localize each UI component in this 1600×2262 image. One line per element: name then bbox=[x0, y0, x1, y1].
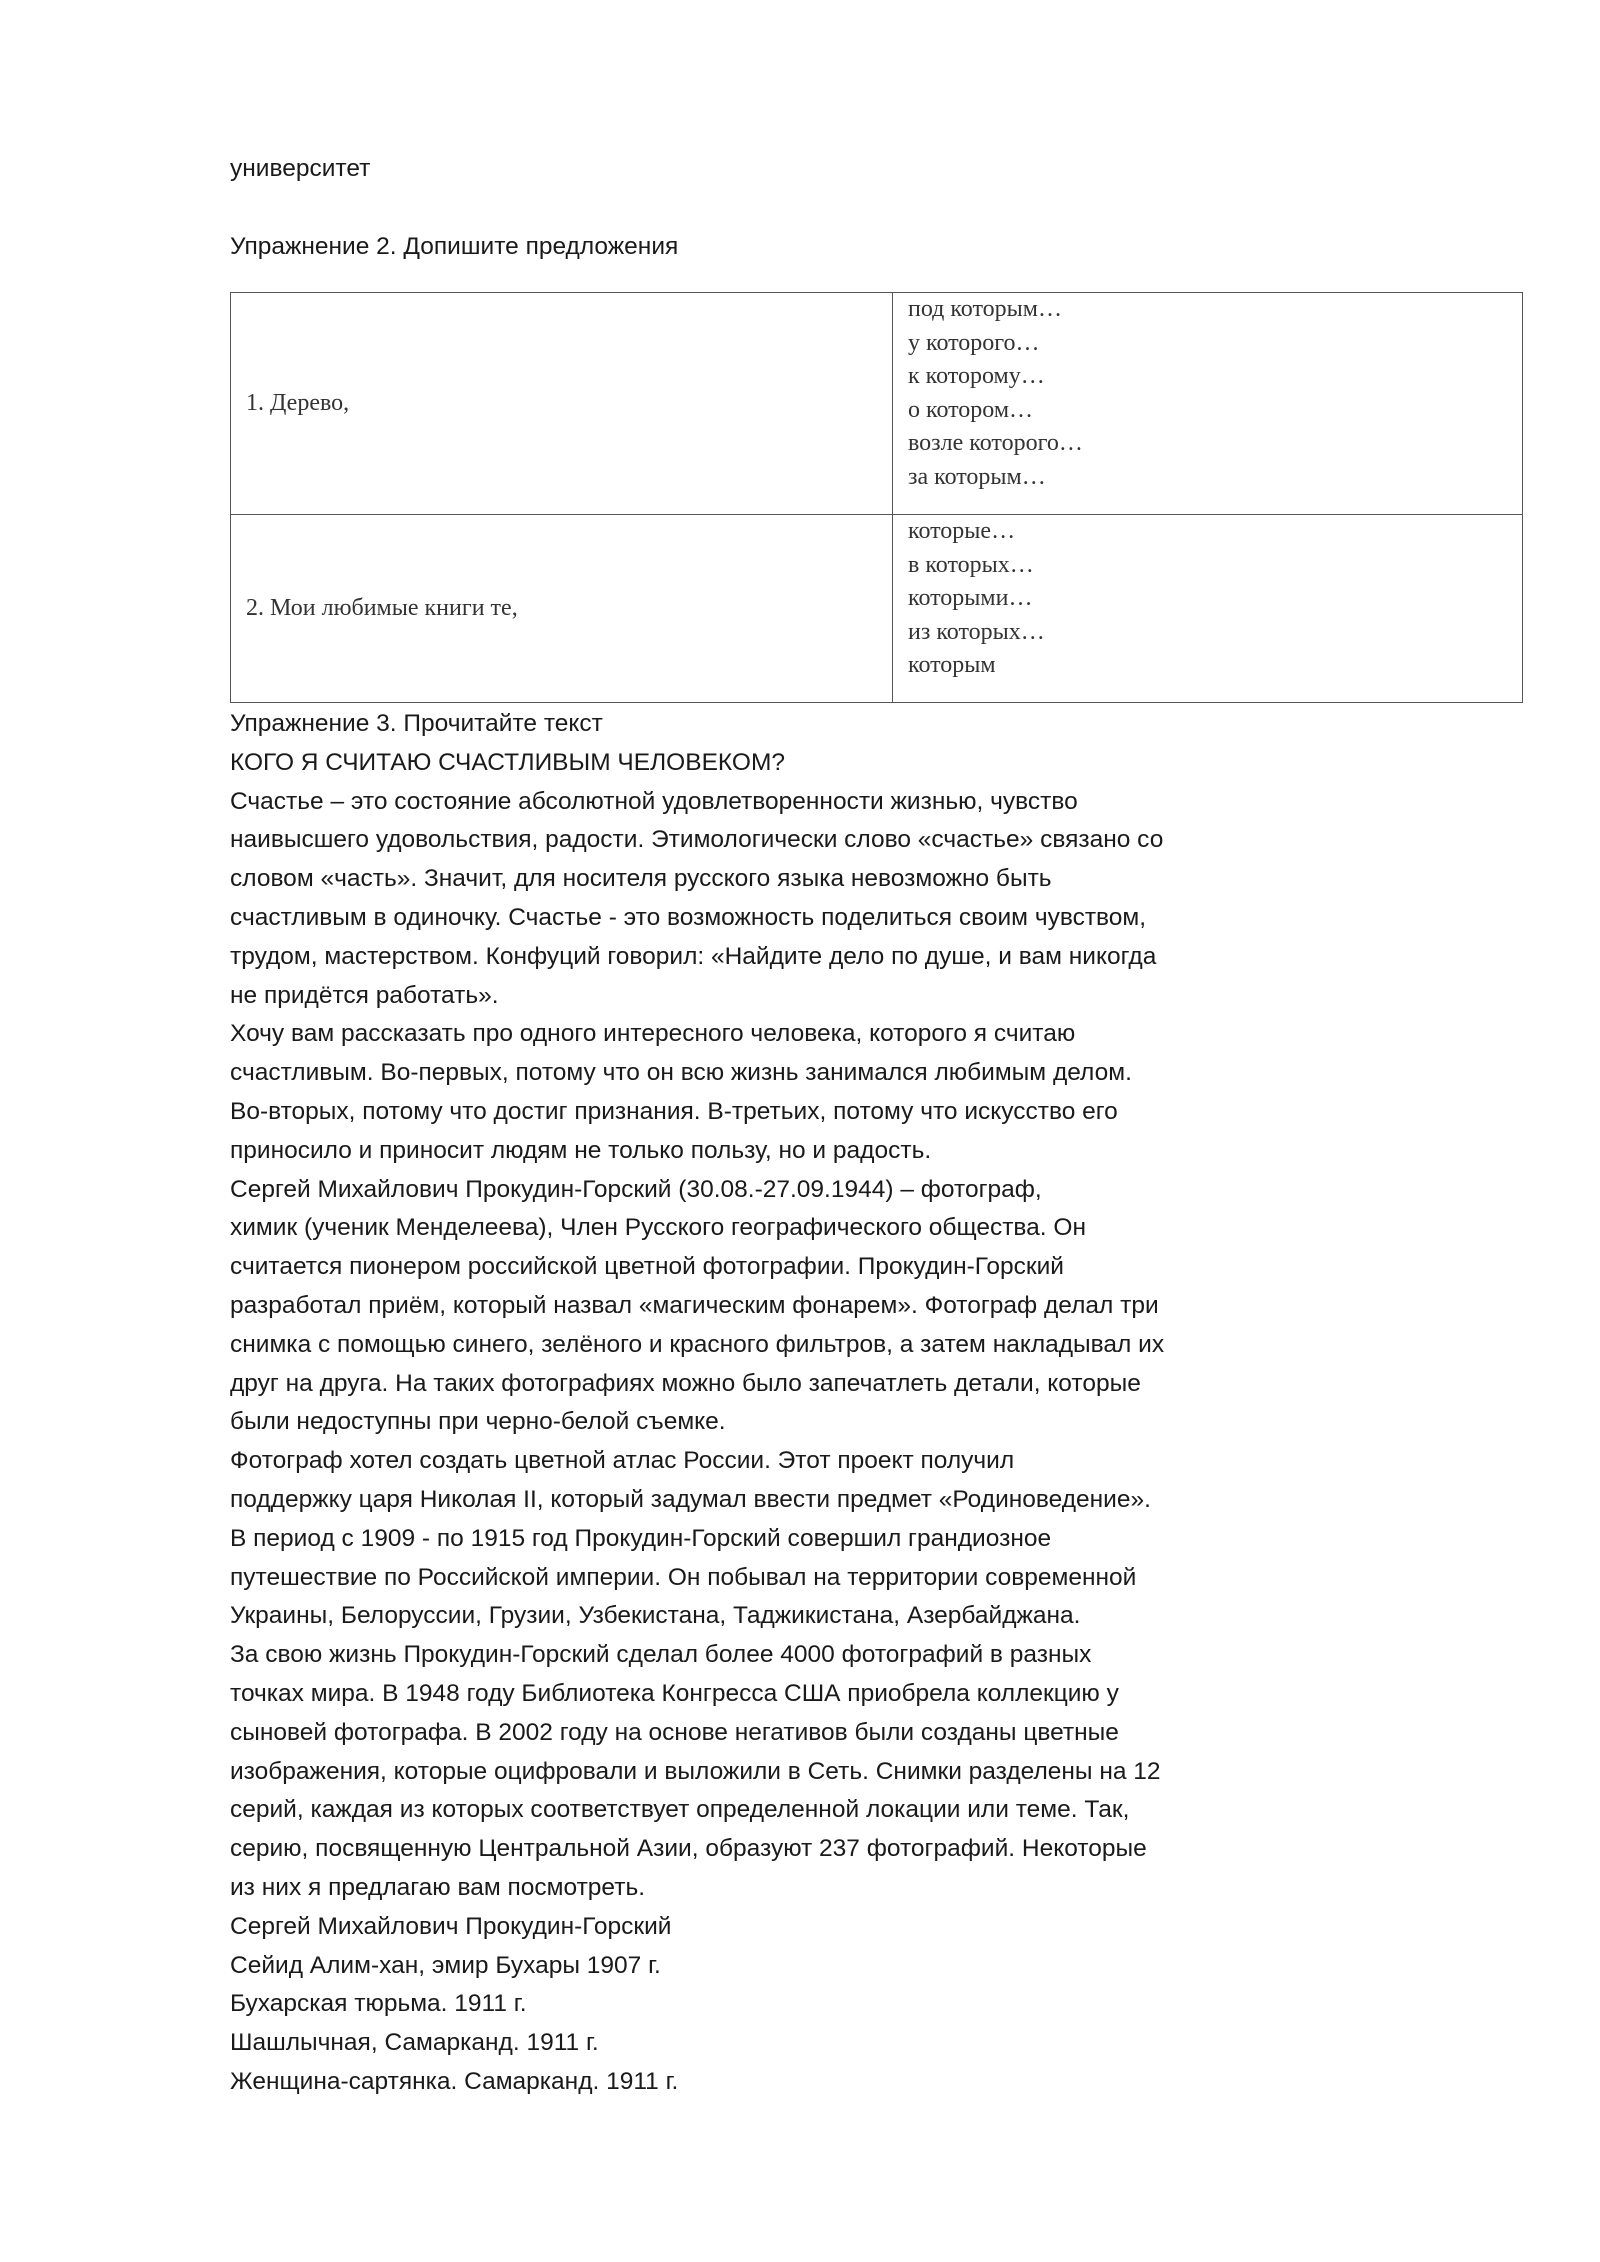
text-line: Хочу вам рассказать про одного интересного человека, которого я считаю bbox=[230, 1020, 1076, 1048]
exercise3-title: Упражнение 3. Прочитайте текст bbox=[230, 710, 603, 737]
text-line: приносило и приносит людям не только пользу, но и радость. bbox=[230, 1136, 932, 1164]
text-line: Сейид Алим-хан, эмир Бухары 1907 г. bbox=[230, 1951, 661, 1979]
text-line: не придётся работать». bbox=[230, 981, 499, 1009]
text-line: словом «часть». Значит, для носителя русского языка невозможно быть bbox=[230, 865, 1052, 893]
ending-item: за которым… bbox=[908, 463, 1046, 490]
endings-cell bbox=[893, 293, 1523, 515]
text-line: Украины, Белоруссии, Грузии, Узбекистана, Таджикистана, Азербайджана. bbox=[230, 1602, 1081, 1630]
text-line: Во-вторых, потому что достиг признания. В-третьих, потому что искусство его bbox=[230, 1097, 1118, 1125]
text-line: снимка с помощью синего, зелёного и красного фильтров, а затем накладывал их bbox=[230, 1330, 1165, 1358]
text-line: За свою жизнь Прокудин-Горский сделал более 4000 фотографий в разных bbox=[230, 1641, 1092, 1669]
text-line: изображения, которые оцифровали и выложили в Сеть. Снимки разделены на 12 bbox=[230, 1757, 1161, 1785]
text-line: Бухарская тюрьма. 1911 г. bbox=[230, 1990, 527, 2018]
text-line: Фотограф хотел создать цветной атлас России. Этот проект получил bbox=[230, 1447, 1015, 1475]
text-line: счастливым. Во-первых, потому что он всю жизнь занимался любимым делом. bbox=[230, 1059, 1132, 1087]
text-line: серию, посвященную Центральной Азии, образуют 237 фотографий. Некоторые bbox=[230, 1835, 1147, 1863]
header-word: университет bbox=[230, 155, 371, 182]
text-line: Сергей Михайлович Прокудин-Горский bbox=[230, 1912, 672, 1940]
text-line: друг на друга. На таких фотографиях можно было запечатлеть детали, которые bbox=[230, 1369, 1141, 1397]
ending-item: в которых… bbox=[908, 551, 1034, 578]
endings-list bbox=[908, 515, 1522, 683]
text-line: сыновей фотографа. В 2002 году на основе негативов были созданы цветные bbox=[230, 1718, 1119, 1746]
text-heading: КОГО Я СЧИТАЮ СЧАСТЛИВЫМ ЧЕЛОВЕКОМ? bbox=[230, 748, 786, 776]
ending-item: о котором… bbox=[908, 396, 1034, 423]
endings-cell bbox=[893, 515, 1523, 703]
text-line: Счастье – это состояние абсолютной удовлетворенности жизнью, чувство bbox=[230, 787, 1078, 815]
text-line: счастливым в одиночку. Счастье - это возможность поделиться своим чувством, bbox=[230, 903, 1147, 931]
text-line: точках мира. В 1948 году Библиотека Конгресса США приобрела коллекцию у bbox=[230, 1679, 1119, 1707]
text-line: поддержку царя Николая II, который задумал ввести предмет «Родиноведение». bbox=[230, 1485, 1151, 1513]
text-line: В период с 1909 - по 1915 год Прокудин-Горский совершил грандиозное bbox=[230, 1524, 1052, 1552]
text-line: были недоступны при черно-белой съемке. bbox=[230, 1408, 726, 1436]
sentence-stem: 2. Мои любимые книги те, bbox=[246, 595, 518, 621]
ending-item: к которому… bbox=[908, 363, 1045, 389]
text-line: Шашлычная, Самарканд. 1911 г. bbox=[230, 2029, 599, 2057]
text-line: серий, каждая из которых соответствует определенной локации или теме. Так, bbox=[230, 1796, 1130, 1824]
table-row bbox=[231, 293, 1523, 515]
ending-item: из которых… bbox=[908, 618, 1045, 645]
ending-item: под которым… bbox=[908, 296, 1062, 322]
text-line: из них я предлагаю вам посмотреть. bbox=[230, 1873, 646, 1901]
text-line: Женщина-сартянка. Самарканд. 1911 г. bbox=[230, 2067, 679, 2095]
exercise2-title: Упражнение 2. Допишите предложения bbox=[230, 233, 679, 260]
table-row bbox=[231, 515, 1523, 703]
text-line: разработал приём, который назвал «магическим фонарем». Фотограф делал три bbox=[230, 1291, 1159, 1319]
text-line: Сергей Михайлович Прокудин-Горский (30.08.-27.09.1944) – фотограф, bbox=[230, 1175, 1042, 1203]
sentence-stem: 1. Дерево, bbox=[246, 390, 350, 416]
sentence-stem-cell bbox=[231, 515, 893, 703]
text-line: химик (ученик Менделеева), Член Русского географического общества. Он bbox=[230, 1214, 1086, 1242]
ending-item: у которого… bbox=[908, 329, 1040, 356]
ending-item: возле которого… bbox=[908, 430, 1083, 456]
ending-item: которым bbox=[908, 652, 996, 678]
ending-item: которые… bbox=[908, 518, 1016, 544]
endings-list bbox=[908, 293, 1522, 494]
text-line: трудом, мастерством. Конфуций говорил: «Найдите дело по душе, и вам никогда bbox=[230, 942, 1157, 970]
exercise2-table bbox=[230, 292, 1523, 703]
exercise3-text bbox=[230, 705, 1310, 2102]
text-line: наивысшего удовольствия, радости. Этимологически слово «счастье» связано со bbox=[230, 826, 1164, 854]
text-line: считается пионером российской цветной фотографии. Прокудин-Горский bbox=[230, 1253, 1064, 1281]
ending-item: которыми… bbox=[908, 585, 1033, 611]
text-line: путешествие по Российской империи. Он побывал на территории современной bbox=[230, 1563, 1137, 1591]
sentence-stem-cell bbox=[231, 293, 893, 515]
